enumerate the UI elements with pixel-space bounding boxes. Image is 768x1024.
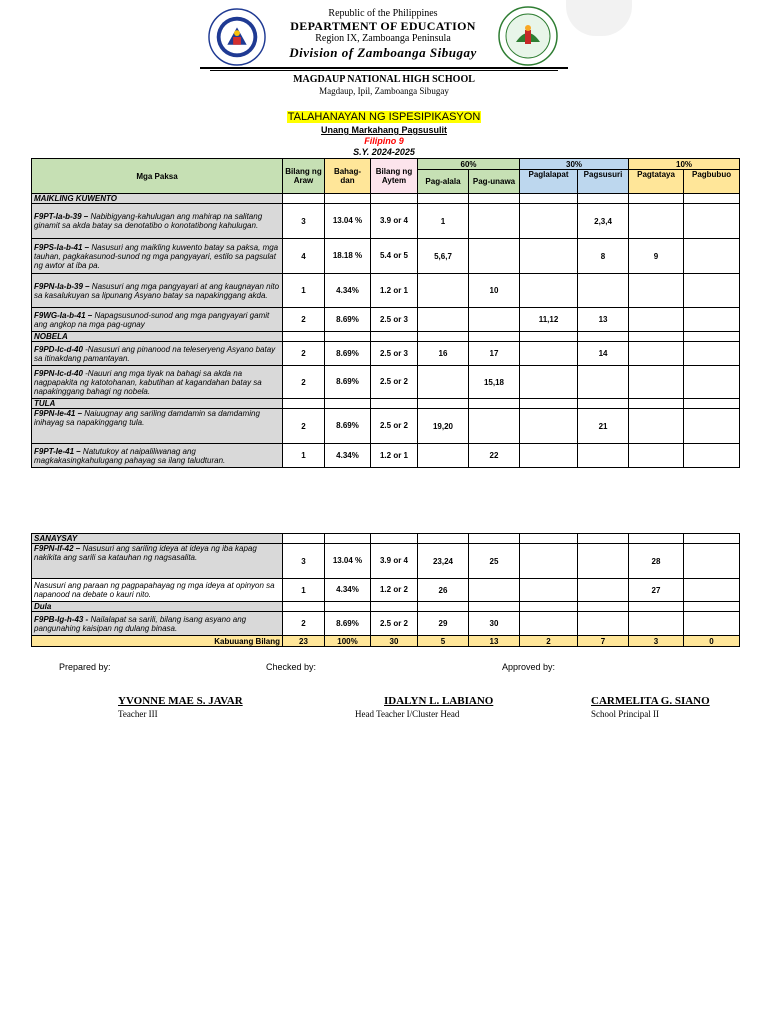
pagalala-cell: 1: [418, 204, 469, 239]
table-row: [32, 579, 740, 602]
approved-by-name: CARMELITA G. SIANO: [591, 695, 710, 707]
items-cell: 5.4 or 5: [371, 239, 418, 274]
paglalapat-cell: 11,12: [520, 308, 578, 332]
pagalala-cell: 19,20: [418, 409, 469, 444]
deped-seal-logo: [208, 8, 266, 66]
items-cell: 1.2 or 2: [371, 579, 418, 602]
republic-line: Republic of the Philippines: [328, 8, 438, 19]
pagbubuo-cell: [684, 444, 740, 468]
pagtataya-cell: [629, 409, 684, 444]
exam-title: Unang Markahang Pagsusulit: [320, 125, 448, 135]
col-pagsusuri: Pagsusuri: [578, 170, 629, 194]
pagbubuo-cell: [684, 612, 740, 636]
items-cell: 2.5 or 2: [371, 366, 418, 399]
approved-by-role: School Principal II: [591, 709, 659, 719]
percent-cell: 8.69%: [325, 342, 371, 366]
pagtataya-cell: [629, 444, 684, 468]
section-label: Dula: [32, 602, 283, 612]
days-cell: 1: [283, 579, 325, 602]
table-row: [32, 366, 740, 399]
percent-cell: 8.69%: [325, 366, 371, 399]
pagunawa-cell: 17: [469, 342, 520, 366]
pagbubuo-cell: [684, 308, 740, 332]
approved-by-label: Approved by:: [502, 662, 556, 672]
section-label: NOBELA: [32, 332, 283, 342]
days-cell: 2: [283, 366, 325, 399]
pagtataya-cell: 27: [629, 579, 684, 602]
pagalala-cell: [418, 366, 469, 399]
paglalapat-cell: [520, 239, 578, 274]
totals-pagbubuo: 0: [684, 636, 740, 647]
items-cell: 3.9 or 4: [371, 544, 418, 579]
pagtataya-cell: [629, 366, 684, 399]
days-cell: 3: [283, 204, 325, 239]
letterhead-text: [270, 8, 496, 60]
col-days: Bilang ng Araw: [283, 159, 325, 194]
header-divider-thin: [210, 70, 558, 71]
paglalapat-cell: [520, 342, 578, 366]
items-cell: 1.2 or 1: [371, 444, 418, 468]
group-60: 60%: [418, 159, 520, 170]
pagalala-cell: 23,24: [418, 544, 469, 579]
paglalapat-cell: [520, 612, 578, 636]
header-divider: [200, 67, 568, 69]
totals-row: [32, 636, 740, 647]
totals-items: 30: [371, 636, 418, 647]
specification-table-part2: [31, 533, 740, 647]
division-line: Division of Zamboanga Sibugay: [289, 45, 477, 60]
col-pagbubuo: Pagbubuo: [684, 170, 740, 194]
pagalala-cell: [418, 444, 469, 468]
pagalala-cell: 5,6,7: [418, 239, 469, 274]
days-cell: 2: [283, 612, 325, 636]
items-cell: 3.9 or 4: [371, 204, 418, 239]
pagsusuri-cell: [578, 544, 629, 579]
pagunawa-cell: [469, 308, 520, 332]
pagbubuo-cell: [684, 579, 740, 602]
pagtataya-cell: [629, 342, 684, 366]
days-cell: 2: [283, 308, 325, 332]
group-30: 30%: [520, 159, 629, 170]
checked-by-label: Checked by:: [266, 662, 317, 672]
totals-days: 23: [283, 636, 325, 647]
items-cell: 2.5 or 2: [371, 612, 418, 636]
pagtataya-cell: [629, 204, 684, 239]
main-title: [0, 110, 768, 124]
prepared-by-name: YVONNE MAE S. JAVAR: [118, 695, 243, 707]
days-cell: 1: [283, 274, 325, 308]
pagunawa-cell: [469, 239, 520, 274]
section-row: [32, 332, 740, 342]
pagunawa-cell: [469, 579, 520, 602]
section-row: [32, 534, 740, 544]
competency-cell: Nasusuri ang paraan ng pagpapahayag ng mga ideya at opinyon sa napanood na debate o kauri nito.: [32, 579, 283, 602]
pagunawa-cell: 25: [469, 544, 520, 579]
days-cell: 2: [283, 342, 325, 366]
days-cell: 3: [283, 544, 325, 579]
totals-pagsusuri: 7: [578, 636, 629, 647]
paglalapat-cell: [520, 204, 578, 239]
division-seal-logo: [498, 6, 558, 66]
competency-cell: F9PS-Ia-b-41 – Nasusuri ang maikling kuwento batay sa paksa, mga tauhan, pagkakasunod-sunod ng mga pangyayari, estilo sa pagsulat ng awtor at iba pa.: [32, 239, 283, 274]
days-cell: 2: [283, 409, 325, 444]
header-row-groups: [32, 159, 740, 170]
competency-cell: F9PB-Ig-h-43 - Nailalapat sa sarili, bilang isang asyano ang pangunahing kaisipan ng dulang binasa.: [32, 612, 283, 636]
school-address: Magdaup, Ipil, Zamboanga Sibugay: [319, 86, 449, 96]
group-10: 10%: [629, 159, 740, 170]
pagalala-cell: 16: [418, 342, 469, 366]
pagsusuri-cell: 8: [578, 239, 629, 274]
specification-table-part1: [31, 158, 740, 468]
competency-cell: F9PT-Ia-b-39 – Nabibigyang-kahulugan ang mahirap na salitang ginamit sa akda batay sa denotatibo o konotatibong kahulugan.: [32, 204, 283, 239]
paglalapat-cell: [520, 444, 578, 468]
col-paglalapat: Paglalapat: [520, 170, 578, 194]
table-row: [32, 239, 740, 274]
percent-cell: 8.69%: [325, 308, 371, 332]
col-percent: Bahag-dan: [325, 159, 371, 194]
percent-cell: 8.69%: [325, 612, 371, 636]
table-row: [32, 274, 740, 308]
totals-pagalala: 5: [418, 636, 469, 647]
table-row: [32, 544, 740, 579]
pagunawa-cell: [469, 204, 520, 239]
document-titles: [0, 110, 768, 158]
pagbubuo-cell: [684, 366, 740, 399]
col-pagunawa: Pag-unawa: [469, 170, 520, 194]
paglalapat-cell: [520, 544, 578, 579]
pagbubuo-cell: [684, 342, 740, 366]
pagbubuo-cell: [684, 239, 740, 274]
pagunawa-cell: 22: [469, 444, 520, 468]
percent-cell: 13.04 %: [325, 544, 371, 579]
competency-cell: F9PN-Ic-d-40 -Nauuri ang mga tiyak na bahagi sa akda na nagpapakita ng katotohanan, kabutihan at kagandahan batay sa napakinggang bahagi ng nobela.: [32, 366, 283, 399]
section-label: SANAYSAY: [32, 534, 283, 544]
percent-cell: 4.34%: [325, 444, 371, 468]
school-block: [0, 74, 768, 97]
pagalala-cell: 29: [418, 612, 469, 636]
col-pagalala: Pag-alala: [418, 170, 469, 194]
competency-cell: F9PD-Ic-d-40 -Nasusuri ang pinanood na teleseryeng Asyano batay sa itinakdang pamantayan.: [32, 342, 283, 366]
section-row: [32, 399, 740, 409]
totals-pagunawa: 13: [469, 636, 520, 647]
pagunawa-cell: 15,18: [469, 366, 520, 399]
competency-cell: F9PN-If-42 – Nasusuri ang sariling ideya at ideya ng iba kapag nakikita ang sarili sa katauhan ng nagsasalita.: [32, 544, 283, 579]
items-cell: 2.5 or 3: [371, 308, 418, 332]
section-label: TULA: [32, 399, 283, 409]
pagunawa-cell: 30: [469, 612, 520, 636]
col-pagtataya: Pagtataya: [629, 170, 684, 194]
items-cell: 2.5 or 3: [371, 342, 418, 366]
items-cell: 1.2 or 1: [371, 274, 418, 308]
table-row: [32, 409, 740, 444]
pagtataya-cell: [629, 274, 684, 308]
pagsusuri-cell: 14: [578, 342, 629, 366]
totals-percent: 100%: [325, 636, 371, 647]
pagalala-cell: 26: [418, 579, 469, 602]
percent-cell: 18.18 %: [325, 239, 371, 274]
competency-cell: F9PN-Ie-41 – Naiuugnay ang sariling damdamin sa damdaming inihayag sa napakinggang tula.: [32, 409, 283, 444]
pagtataya-cell: [629, 612, 684, 636]
pagtataya-cell: 9: [629, 239, 684, 274]
col-topics: Mga Paksa: [32, 159, 283, 194]
pagsusuri-cell: [578, 366, 629, 399]
pagbubuo-cell: [684, 544, 740, 579]
section-label: MAIKLING KUWENTO: [32, 194, 283, 204]
pagsusuri-cell: [578, 612, 629, 636]
table-row: [32, 342, 740, 366]
school-year: S.Y. 2024-2025: [353, 147, 415, 157]
totals-label: Kabuuang Bilang: [32, 636, 283, 647]
pagsusuri-cell: [578, 579, 629, 602]
decorative-shape: [566, 0, 632, 36]
competency-cell: F9WG-Ia-b-41 – Napagsusunod-sunod ang mga pangyayari gamit ang angkop na mga pag-ugnay: [32, 308, 283, 332]
totals-paglalapat: 2: [520, 636, 578, 647]
pagalala-cell: [418, 274, 469, 308]
paglalapat-cell: [520, 366, 578, 399]
percent-cell: 4.34%: [325, 579, 371, 602]
col-items: Bilang ng Aytem: [371, 159, 418, 194]
paglalapat-cell: [520, 274, 578, 308]
prepared-by-role: Teacher III: [118, 709, 158, 719]
pagsusuri-cell: 2,3,4: [578, 204, 629, 239]
pagtataya-cell: 28: [629, 544, 684, 579]
percent-cell: 13.04 %: [325, 204, 371, 239]
pagtataya-cell: [629, 308, 684, 332]
table-row: [32, 444, 740, 468]
items-cell: 2.5 or 2: [371, 409, 418, 444]
pagsusuri-cell: [578, 274, 629, 308]
percent-cell: 4.34%: [325, 274, 371, 308]
main-title-text: TALAHANAYAN NG ISPESIPIKASYON: [287, 111, 481, 123]
section-row: [32, 602, 740, 612]
pagalala-cell: [418, 308, 469, 332]
percent-cell: 8.69%: [325, 409, 371, 444]
region-line: Region IX, Zamboanga Peninsula: [315, 33, 451, 44]
section-row: [32, 194, 740, 204]
pagbubuo-cell: [684, 274, 740, 308]
competency-cell: F9PN-Ia-b-39 – Nasusuri ang mga pangyayari at ang kaugnayan nito sa kasalukuyan sa lipunang Asyano batay sa napakinggang akda.: [32, 274, 283, 308]
totals-pagtataya: 3: [629, 636, 684, 647]
days-cell: 4: [283, 239, 325, 274]
competency-cell: F9PT-Ie-41 – Natutukoy at naipaliliwanag ang magkakasingkahulugang pahayag sa ilang taludturan.: [32, 444, 283, 468]
school-name: MAGDAUP NATIONAL HIGH SCHOOL: [293, 74, 475, 85]
pagsusuri-cell: 21: [578, 409, 629, 444]
table-row: [32, 308, 740, 332]
pagbubuo-cell: [684, 204, 740, 239]
prepared-by-label: Prepared by:: [59, 662, 111, 672]
pagunawa-cell: [469, 409, 520, 444]
table-row: [32, 612, 740, 636]
department-line: DEPARTMENT OF EDUCATION: [290, 19, 476, 33]
checked-by-role: Head Teacher I/Cluster Head: [355, 709, 460, 719]
pagsusuri-cell: [578, 444, 629, 468]
pagsusuri-cell: 13: [578, 308, 629, 332]
checked-by-name: IDALYN L. LABIANO: [384, 695, 494, 707]
days-cell: 1: [283, 444, 325, 468]
paglalapat-cell: [520, 409, 578, 444]
pagbubuo-cell: [684, 409, 740, 444]
subject-title: Filipino 9: [364, 136, 404, 146]
pagunawa-cell: 10: [469, 274, 520, 308]
table-row: [32, 204, 740, 239]
paglalapat-cell: [520, 579, 578, 602]
